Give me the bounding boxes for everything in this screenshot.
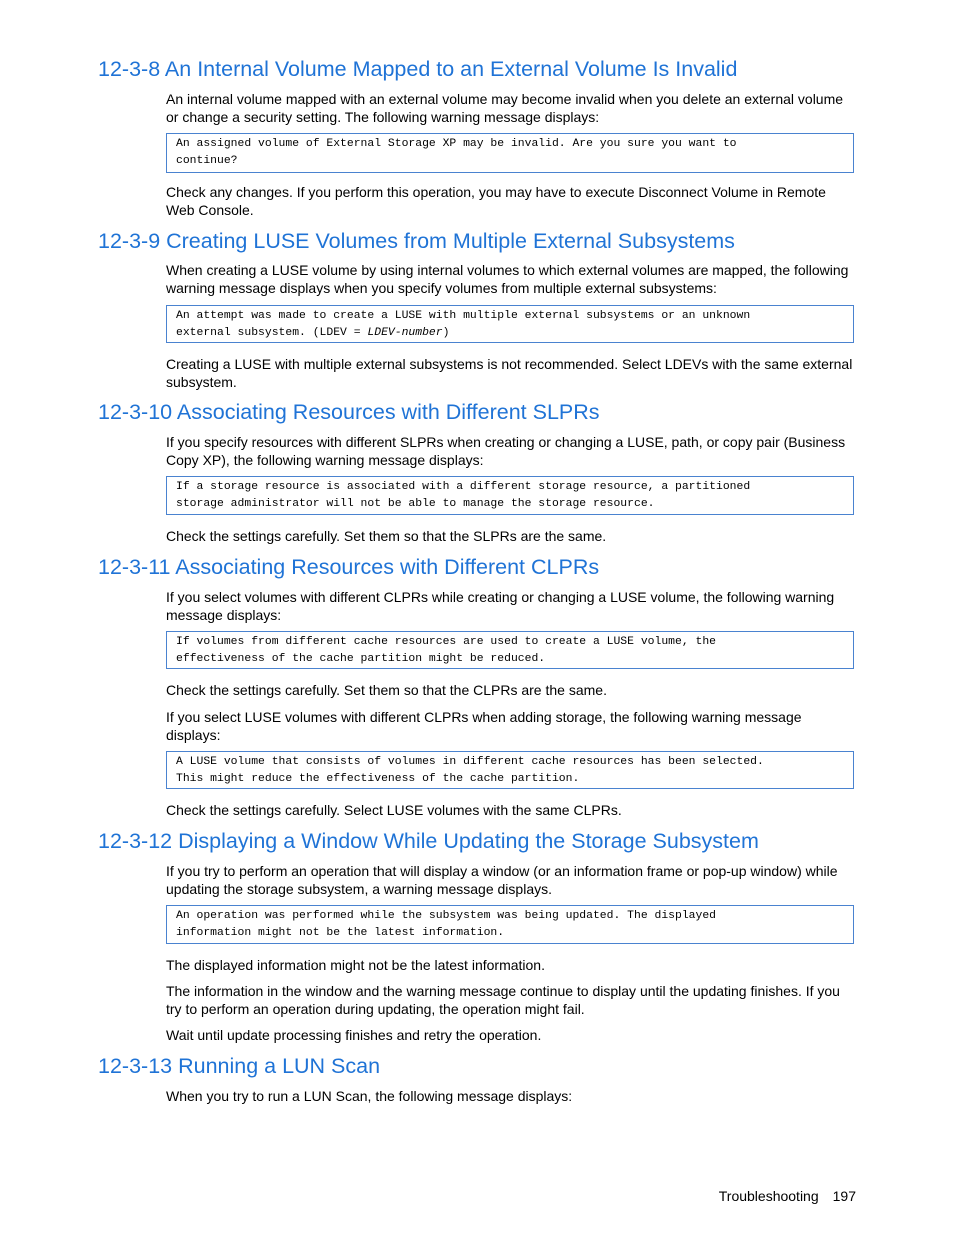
message-line: continue? — [176, 155, 238, 168]
message-line: information might not be the latest information. — [176, 927, 505, 940]
warning-message-box — [166, 631, 854, 669]
section-intro: When creating a LUSE volume by using internal volumes to which external volumes are mapped, the following warning message displays when you specify volumes from multiple external subsystems: — [166, 262, 849, 296]
section-note: Check any changes. If you perform this operation, you may have to execute Disconnect Volume in Remote Web Console. — [166, 184, 826, 218]
section-note-2: Check the settings carefully. Select LUSE volumes with the same CLPRs. — [166, 802, 622, 818]
warning-message-box-2 — [166, 751, 854, 789]
section-heading-12-3-10: 12-3-10 Associating Resources with Different SLPRs — [98, 400, 600, 424]
message-line: effectiveness of the cache partition might be reduced. — [176, 653, 546, 666]
warning-message-box — [166, 476, 854, 515]
section-note: The displayed information might not be the latest information. — [166, 957, 545, 973]
section-heading-12-3-8: 12-3-8 An Internal Volume Mapped to an External Volume Is Invalid — [98, 57, 738, 81]
section-note: Check the settings carefully. Set them so that the SLPRs are the same. — [166, 528, 607, 544]
message-line: An assigned volume of External Storage XP may be invalid. Are you sure you want to — [176, 138, 737, 150]
page-number: 197 — [832, 1188, 856, 1204]
warning-message-box — [166, 133, 854, 173]
section-heading-12-3-9: 12-3-9 Creating LUSE Volumes from Multiple External Subsystems — [98, 229, 735, 253]
message-line: storage administrator will not be able to manage the storage resource. — [176, 498, 655, 511]
warning-message-box — [166, 305, 854, 343]
footer-section-name: Troubleshooting — [718, 1188, 819, 1204]
section-intro: If you select volumes with different CLPRs while creating or changing a LUSE volume, the following warning message displays: — [166, 589, 835, 623]
page-footer — [719, 1188, 856, 1205]
message-line: An attempt was made to create a LUSE with multiple external subsystems or an unknown — [176, 310, 751, 322]
message-line: If volumes from different cache resources are used to create a LUSE volume, the — [176, 636, 717, 648]
section-heading-12-3-12: 12-3-12 Displaying a Window While Updating the Storage Subsystem — [98, 829, 759, 853]
section-heading-12-3-13: 12-3-13 Running a LUN Scan — [98, 1054, 381, 1078]
ldev-number-variable: LDEV-number — [367, 327, 443, 340]
message-line: If a storage resource is associated with a different storage resource, a partitioned — [176, 481, 751, 493]
section-note: Creating a LUSE with multiple external subsystems is not recommended. Select LDEVs with the same external subsystem. — [166, 356, 853, 390]
message-line: external subsystem. (LDEV = LDEV-number) — [176, 327, 450, 340]
section-intro: An internal volume mapped with an external volume may become invalid when you delete an external volume or change a security setting. The following warning message displays: — [166, 91, 844, 125]
section-intro: When you try to run a LUN Scan, the following message displays: — [166, 1088, 573, 1104]
message-line: This might reduce the effectiveness of the cache partition. — [176, 773, 580, 786]
message-line: A LUSE volume that consists of volumes in different cache resources has been selected. — [176, 756, 764, 768]
section-intro-2: If you select LUSE volumes with different CLPRs when adding storage, the following warning message displays: — [166, 709, 802, 743]
message-line: An operation was performed while the subsystem was being updated. The displayed — [176, 910, 717, 922]
section-heading-12-3-11: 12-3-11 Associating Resources with Different CLPRs — [98, 555, 600, 579]
section-note: Check the settings carefully. Set them so that the CLPRs are the same. — [166, 682, 607, 698]
section-intro: If you try to perform an operation that will display a window (or an information frame or pop-up window) while updating the storage subsystem, a warning message displays. — [166, 863, 838, 897]
section-note-2: The information in the window and the warning message continue to display until the updating finishes. If you try to perform an operation during updating, the operation might fail. — [166, 983, 840, 1017]
section-intro: If you specify resources with different SLPRs when creating or changing a LUSE, path, or copy pair (Business Copy XP), the following warning message displays: — [166, 434, 846, 468]
warning-message-box — [166, 905, 854, 944]
section-note-3: Wait until update processing finishes and retry the operation. — [166, 1027, 542, 1043]
